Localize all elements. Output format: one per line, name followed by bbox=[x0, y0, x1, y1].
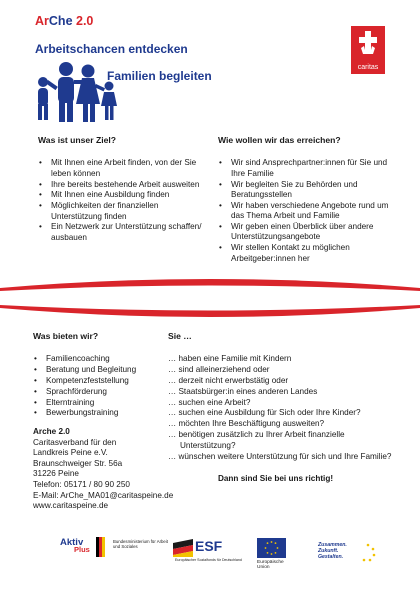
brand-title bbox=[35, 14, 93, 28]
contact-line: 31226 Peine bbox=[33, 469, 79, 479]
goal-list bbox=[38, 158, 208, 243]
contact-name: Arche 2.0 bbox=[33, 427, 70, 436]
eu-flag-icon bbox=[257, 538, 286, 558]
target-group-section bbox=[168, 331, 400, 484]
headline-familien: Familien begleiten bbox=[107, 69, 212, 83]
closing-statement: Dann sind Sie bei uns richtig! bbox=[217, 473, 334, 483]
offer-item: • Familiencoaching bbox=[33, 354, 173, 364]
brand-part-ar: Ar bbox=[35, 14, 49, 28]
how-item: • Wir sind Ansprechpartner:innen für Sie und Ihre Familie bbox=[218, 158, 390, 179]
goal-item: • Ein Netzwerk zur Unterstützung schaffen/ ausbauen bbox=[38, 222, 208, 243]
goal-item: • Mit Ihnen eine Ausbildung finden bbox=[38, 190, 208, 200]
federal-eagle-icon bbox=[95, 537, 107, 557]
how-section bbox=[218, 135, 390, 264]
brand-part-version: 2.0 bbox=[72, 14, 94, 28]
wave-divider bbox=[0, 276, 420, 322]
target-group-line: … suchen eine Arbeit? bbox=[168, 397, 251, 407]
how-heading: Wie wollen wir das erreichen? bbox=[218, 135, 341, 145]
target-group-line: … möchten Ihre Beschäftigung ausweiten? bbox=[168, 419, 325, 429]
contact-email[interactable]: E-Mail: ArChe_MA01@caritaspeine.de bbox=[33, 490, 174, 500]
eu-logo bbox=[257, 538, 287, 576]
bmas-logo bbox=[95, 537, 168, 567]
offer-item: • Kompetenzfeststellung bbox=[33, 376, 173, 386]
caritas-label: caritas bbox=[357, 64, 379, 71]
zzg-logo-text: Zusammen. Zukunft. Gestalten. bbox=[318, 542, 347, 560]
target-group-line: Unterstützung? bbox=[180, 440, 236, 450]
offer-item: • Sprachförderung bbox=[33, 387, 173, 397]
offer-list bbox=[33, 354, 173, 418]
eu-logo-text: Europäische Union bbox=[257, 560, 284, 571]
goal-item: • Möglichkeiten der finanziellen Unterstützung finden bbox=[38, 201, 208, 222]
target-group-line: … derzeit nicht erwerbstätig oder bbox=[168, 376, 289, 385]
how-item: • Wir haben verschiedene Angebote rund um das Thema Arbeit und Familie bbox=[218, 201, 390, 222]
caritas-logo bbox=[351, 26, 385, 74]
target-group-line: … haben eine Familie mit Kindern bbox=[168, 354, 292, 364]
how-item: • Wir geben einen Überblick über andere Unterstützungsangebote bbox=[218, 222, 390, 243]
goal-section bbox=[38, 135, 208, 244]
offer-heading: Was bieten wir? bbox=[33, 331, 99, 341]
esf-logo-text: ESF bbox=[195, 538, 223, 554]
contact-line: Caritasverband für den bbox=[33, 437, 117, 447]
target-group-line: … benötigen zusätzlich zu Ihrer Arbeit finanzielle bbox=[168, 429, 345, 439]
goal-heading: Was ist unser Ziel? bbox=[38, 135, 116, 145]
contact-phone: Telefon: 05171 / 80 90 250 bbox=[33, 479, 130, 489]
goal-item: • Mit Ihnen eine Arbeit finden, von der Sie leben können bbox=[38, 158, 208, 179]
target-group-line: … wünschen weitere Unterstützung für sich und Ihre Familie? bbox=[168, 451, 392, 461]
aktiv-logo-text: Aktiv bbox=[60, 537, 84, 548]
bmas-logo-text: Bundesministerium für Arbeit und Soziales bbox=[113, 539, 168, 549]
esf-logo-sub: Europäischer Sozialfonds für Deutschland bbox=[175, 558, 242, 562]
zusammen-zukunft-logo bbox=[318, 542, 378, 572]
how-list bbox=[218, 158, 390, 264]
contact-line: Landkreis Peine e.V. bbox=[33, 448, 108, 458]
brand-part-che: Che bbox=[48, 14, 73, 28]
target-group-line: … suchen eine Ausbildung für Sich oder Ihre Kinder? bbox=[168, 408, 361, 418]
esf-logo bbox=[173, 538, 241, 571]
goal-item: • Ihre bereits bestehende Arbeit ausweiten bbox=[38, 180, 208, 190]
how-item: • Wir begleiten Sie zu Behörden und Beratungsstellen bbox=[218, 180, 390, 201]
offer-section bbox=[33, 331, 173, 419]
target-group-heading: Sie … bbox=[168, 331, 192, 341]
eu-stars-icon bbox=[358, 542, 378, 564]
esf-flag-icon bbox=[173, 539, 193, 557]
how-item: • Wir stellen Kontakt zu möglichen Arbeitgeber:innen her bbox=[218, 243, 390, 264]
headline-arbeitschancen: Arbeitschancen entdecken bbox=[35, 42, 188, 56]
target-group-line: … Staatsbürger:in eines anderen Landes bbox=[168, 386, 318, 396]
contact-block bbox=[33, 427, 183, 512]
contact-line: Braunschweiger Str. 56a bbox=[33, 458, 123, 468]
sponsor-logos bbox=[0, 525, 420, 580]
contact-website[interactable]: www.caritaspeine.de bbox=[33, 501, 109, 511]
target-group-line: … sind alleinerziehend oder bbox=[168, 365, 270, 375]
header bbox=[0, 0, 420, 122]
aktiv-logo-sub: Plus bbox=[74, 545, 90, 554]
offer-item: • Elterntraining bbox=[33, 398, 173, 408]
caritas-cross-icon bbox=[351, 26, 385, 64]
offer-item: • Bewerbungstraining bbox=[33, 408, 173, 418]
offer-item: • Beratung und Begleitung bbox=[33, 365, 173, 375]
